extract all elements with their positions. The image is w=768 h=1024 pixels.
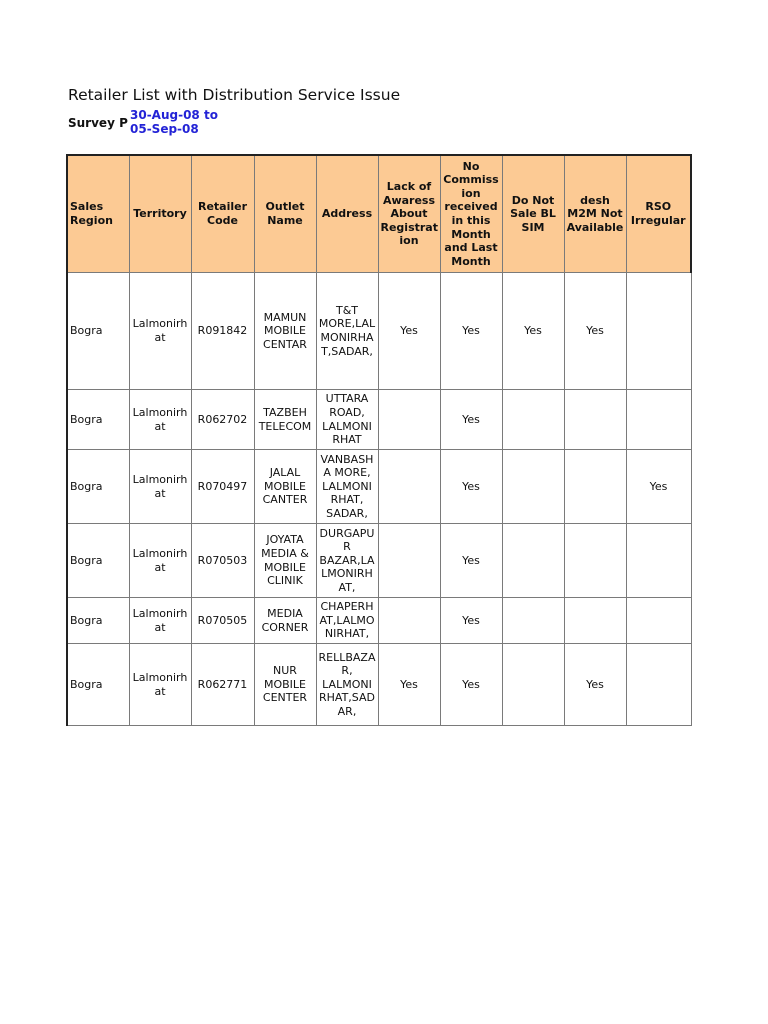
- cell-retailer-code: R062771: [191, 644, 254, 726]
- cell-address: T&T MORE,LAL MONIRHA T,SADAR,: [316, 273, 378, 390]
- cell-territory: Lalmonirh at: [129, 273, 191, 390]
- cell-retailer-code: R091842: [191, 273, 254, 390]
- cell-sales-region: Bogra: [67, 598, 129, 644]
- cell-no-commission: Yes: [440, 644, 502, 726]
- survey-date-start: 30-Aug-08 to: [130, 108, 218, 122]
- cell-territory: Lalmonirh at: [129, 598, 191, 644]
- table-row: [67, 524, 691, 598]
- cell-retailer-code: R062702: [191, 390, 254, 450]
- cell-address: DURGAPU R BAZAR,LA LMONIRH AT,: [316, 524, 378, 598]
- survey-date-end: 05-Sep-08: [130, 122, 199, 136]
- cell-lack-of-awareness: Yes: [378, 273, 440, 390]
- cell-outlet-name: JOYATA MEDIA & MOBILE CLINIK: [254, 524, 316, 598]
- col-territory: Territory: [129, 155, 191, 273]
- cell-desh-m2m-not-available: [564, 390, 626, 450]
- cell-sales-region: Bogra: [67, 524, 129, 598]
- cell-outlet-name: TAZBEH TELECOM: [254, 390, 316, 450]
- cell-do-not-sale-bl-sim: [502, 390, 564, 450]
- col-outlet-name: Outlet Name: [254, 155, 316, 273]
- cell-retailer-code: R070497: [191, 450, 254, 524]
- cell-retailer-code: R070503: [191, 524, 254, 598]
- table-row: [67, 644, 691, 726]
- cell-rso-irregular: [626, 598, 691, 644]
- survey-label: Survey P: [68, 116, 128, 130]
- cell-territory: Lalmonirh at: [129, 524, 191, 598]
- cell-sales-region: Bogra: [67, 390, 129, 450]
- cell-lack-of-awareness: [378, 390, 440, 450]
- cell-desh-m2m-not-available: Yes: [564, 644, 626, 726]
- cell-outlet-name: NUR MOBILE CENTER: [254, 644, 316, 726]
- cell-territory: Lalmonirh at: [129, 390, 191, 450]
- cell-rso-irregular: [626, 524, 691, 598]
- col-lack-of-awareness: Lack of Awaress About Registrat ion: [378, 155, 440, 273]
- cell-rso-irregular: Yes: [626, 450, 691, 524]
- retailer-table: [66, 154, 692, 726]
- cell-outlet-name: MAMUN MOBILE CENTAR: [254, 273, 316, 390]
- cell-no-commission: Yes: [440, 273, 502, 390]
- cell-do-not-sale-bl-sim: Yes: [502, 273, 564, 390]
- table-header-row: [67, 155, 691, 273]
- col-retailer-code: Retailer Code: [191, 155, 254, 273]
- cell-retailer-code: R070505: [191, 598, 254, 644]
- cell-rso-irregular: [626, 390, 691, 450]
- table-row: [67, 390, 691, 450]
- cell-lack-of-awareness: [378, 450, 440, 524]
- cell-territory: Lalmonirh at: [129, 450, 191, 524]
- table-row: [67, 450, 691, 524]
- cell-address: VANBASH A MORE, LALMONI RHAT, SADAR,: [316, 450, 378, 524]
- cell-lack-of-awareness: [378, 524, 440, 598]
- cell-no-commission: Yes: [440, 450, 502, 524]
- survey-dates: [130, 108, 250, 136]
- cell-do-not-sale-bl-sim: [502, 524, 564, 598]
- cell-rso-irregular: [626, 273, 691, 390]
- cell-sales-region: Bogra: [67, 644, 129, 726]
- cell-no-commission: Yes: [440, 524, 502, 598]
- cell-lack-of-awareness: Yes: [378, 644, 440, 726]
- table-row: [67, 273, 691, 390]
- cell-no-commission: Yes: [440, 598, 502, 644]
- cell-outlet-name: MEDIA CORNER: [254, 598, 316, 644]
- cell-do-not-sale-bl-sim: [502, 598, 564, 644]
- cell-do-not-sale-bl-sim: [502, 644, 564, 726]
- cell-no-commission: Yes: [440, 390, 502, 450]
- cell-territory: Lalmonirh at: [129, 644, 191, 726]
- cell-outlet-name: JALAL MOBILE CANTER: [254, 450, 316, 524]
- cell-desh-m2m-not-available: [564, 524, 626, 598]
- table-row: [67, 598, 691, 644]
- col-address: Address: [316, 155, 378, 273]
- cell-address: UTTARA ROAD, LALMONI RHAT: [316, 390, 378, 450]
- cell-do-not-sale-bl-sim: [502, 450, 564, 524]
- col-sales-region: Sales Region: [67, 155, 129, 273]
- cell-address: CHAPERH AT,LALMO NIRHAT,: [316, 598, 378, 644]
- cell-sales-region: Bogra: [67, 273, 129, 390]
- col-do-not-sale-bl-sim: Do Not Sale BL SIM: [502, 155, 564, 273]
- col-no-commission: No Commiss ion received in this Month and Last Month: [440, 155, 502, 273]
- cell-address: RELLBAZA R, LALMONI RHAT,SAD AR,: [316, 644, 378, 726]
- col-desh-m2m-not-available: desh M2M Not Available: [564, 155, 626, 273]
- cell-desh-m2m-not-available: Yes: [564, 273, 626, 390]
- cell-desh-m2m-not-available: [564, 598, 626, 644]
- cell-sales-region: Bogra: [67, 450, 129, 524]
- col-rso-irregular: RSO Irregular: [626, 155, 691, 273]
- cell-lack-of-awareness: [378, 598, 440, 644]
- cell-rso-irregular: [626, 644, 691, 726]
- cell-desh-m2m-not-available: [564, 450, 626, 524]
- report-title: Retailer List with Distribution Service Issue: [68, 86, 401, 104]
